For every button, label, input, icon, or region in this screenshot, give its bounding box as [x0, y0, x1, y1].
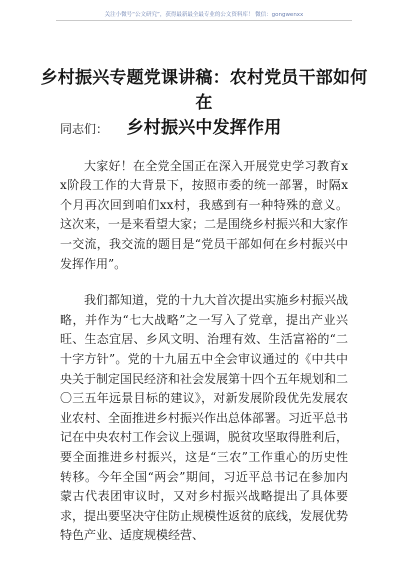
title-line-2: 乡村振兴中发挥作用: [126, 118, 282, 138]
salutation: 同志们：: [60, 122, 109, 136]
paragraph-1: 大家好！在全党全国正在深入开展党史学习教育xx阶段工作的大背景下，按照市委的统一部署，时隔x个月再次回到咱们xx村，我感到有一种特殊的意义。这次来，一是来看望大家；二是围绕乡村振兴和大家作一交流，我交流的题目是“党员干部如何在乡村振兴中发挥作用”。: [60, 158, 349, 271]
paragraph-2: 我们都知道，党的十九大首次提出实施乡村振兴战略，并作为“七大战略”之一写入了党章，提出产业兴旺、生态宜居、乡风文明、治理有效、生活富裕的“二十字方针”。党的十九届五中全会审议通过的《中共中央关于制定国民经济和社会发展第十四个五年规划和二〇三五年远景目标的建议》，对新发展阶段优先发展农业农村、全面推进乡村振兴作出总体部署。习近平总书记在中央农村工作会议上强调，脱贫攻坚取得胜利后，要全面推进乡村振兴，这是“三农”工作重心的历史性转移。今年全国“两会”期间，习近平总书记在参加内蒙古代表团审议时，又对乡村振兴战略提出了具体要求，提出要坚决守住防止规模性返贫的底线，发展优势特色产业、适度规模经营、: [60, 293, 349, 543]
document-body: [60, 120, 348, 546]
header-divider: [56, 20, 352, 21]
title-line-1: 乡村振兴专题党课讲稿：农村党员干部如何在: [40, 68, 368, 113]
header-banner: 关注小微号“公文研究”，获得最新最全最专业的公文资料库！ 微信：gongwenxx: [104, 12, 304, 18]
